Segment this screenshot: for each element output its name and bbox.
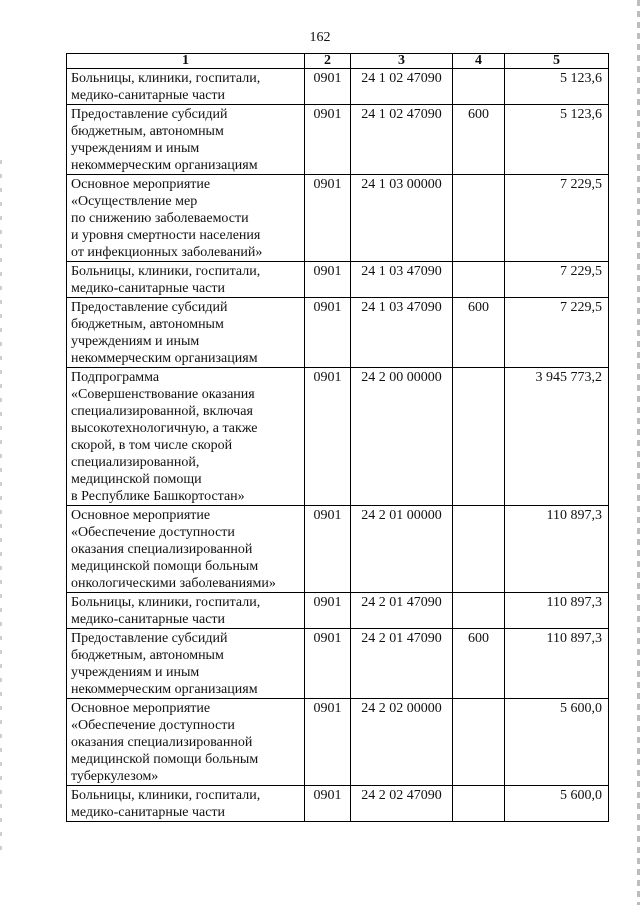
row-section: 0901 bbox=[305, 298, 351, 368]
page-number: 162 bbox=[309, 30, 331, 45]
table-row bbox=[67, 629, 609, 699]
row-section: 0901 bbox=[305, 262, 351, 298]
row-expense-type bbox=[453, 699, 505, 786]
header-col-4: 4 bbox=[453, 54, 505, 69]
row-section: 0901 bbox=[305, 699, 351, 786]
row-name: Больницы, клиники, госпитали, медико-санитарные части bbox=[67, 69, 305, 105]
row-code: 24 2 01 47090 bbox=[351, 593, 453, 629]
row-code: 24 2 01 47090 bbox=[351, 629, 453, 699]
row-section: 0901 bbox=[305, 175, 351, 262]
row-name: Предоставление субсидий бюджетным, автономным учреждениям и иным некоммерческим организациям bbox=[67, 105, 305, 175]
row-code: 24 1 02 47090 bbox=[351, 105, 453, 175]
row-expense-type bbox=[453, 69, 505, 105]
row-code: 24 2 02 47090 bbox=[351, 786, 453, 822]
row-amount: 5 123,6 bbox=[505, 105, 609, 175]
row-amount: 5 600,0 bbox=[505, 699, 609, 786]
row-amount: 110 897,3 bbox=[505, 593, 609, 629]
budget-table bbox=[66, 53, 609, 822]
row-expense-type: 600 bbox=[453, 298, 505, 368]
header-col-1: 1 bbox=[67, 54, 305, 69]
row-code: 24 1 03 47090 bbox=[351, 298, 453, 368]
table-row bbox=[67, 298, 609, 368]
table-row bbox=[67, 262, 609, 298]
row-section: 0901 bbox=[305, 629, 351, 699]
row-expense-type bbox=[453, 368, 505, 506]
scan-edge-left bbox=[0, 160, 2, 860]
row-amount: 7 229,5 bbox=[505, 298, 609, 368]
table-row bbox=[67, 368, 609, 506]
row-amount: 5 600,0 bbox=[505, 786, 609, 822]
row-expense-type bbox=[453, 175, 505, 262]
table-row bbox=[67, 105, 609, 175]
row-section: 0901 bbox=[305, 786, 351, 822]
row-name: Подпрограмма «Совершенствование оказания специализированной, включая высокотехнологичную, а также скорой, в том числе скорой специализированной, медицинской помощи в Республике Башкортостан» bbox=[67, 368, 305, 506]
row-code: 24 2 01 00000 bbox=[351, 506, 453, 593]
row-name: Основное мероприятие «Осуществление мер по снижению заболеваемости и уровня смертности населения от инфекционных заболеваний» bbox=[67, 175, 305, 262]
table-row bbox=[67, 506, 609, 593]
row-section: 0901 bbox=[305, 69, 351, 105]
row-amount: 7 229,5 bbox=[505, 175, 609, 262]
row-expense-type bbox=[453, 506, 505, 593]
row-expense-type bbox=[453, 786, 505, 822]
table-header-row bbox=[67, 54, 609, 69]
row-amount: 110 897,3 bbox=[505, 629, 609, 699]
header-col-5: 5 bbox=[505, 54, 609, 69]
row-amount: 110 897,3 bbox=[505, 506, 609, 593]
row-section: 0901 bbox=[305, 368, 351, 506]
row-name: Основное мероприятие «Обеспечение доступности оказания специализированной медицинской помощи больным онкологическими заболеваниями» bbox=[67, 506, 305, 593]
row-name: Больницы, клиники, госпитали, медико-санитарные части bbox=[67, 262, 305, 298]
row-code: 24 1 03 47090 bbox=[351, 262, 453, 298]
row-name: Больницы, клиники, госпитали, медико-санитарные части bbox=[67, 593, 305, 629]
row-expense-type bbox=[453, 262, 505, 298]
table-row bbox=[67, 699, 609, 786]
table-row bbox=[67, 786, 609, 822]
row-name: Предоставление субсидий бюджетным, автономным учреждениям и иным некоммерческим организациям bbox=[67, 298, 305, 368]
table-row bbox=[67, 593, 609, 629]
row-code: 24 1 02 47090 bbox=[351, 69, 453, 105]
row-code: 24 2 02 00000 bbox=[351, 699, 453, 786]
row-expense-type: 600 bbox=[453, 629, 505, 699]
row-code: 24 1 03 00000 bbox=[351, 175, 453, 262]
row-amount: 5 123,6 bbox=[505, 69, 609, 105]
header-col-2: 2 bbox=[305, 54, 351, 69]
row-amount: 3 945 773,2 bbox=[505, 368, 609, 506]
table-row bbox=[67, 175, 609, 262]
row-section: 0901 bbox=[305, 105, 351, 175]
row-code: 24 2 00 00000 bbox=[351, 368, 453, 506]
row-expense-type bbox=[453, 593, 505, 629]
row-section: 0901 bbox=[305, 593, 351, 629]
row-name: Основное мероприятие «Обеспечение доступности оказания специализированной медицинской помощи больным туберкулезом» bbox=[67, 699, 305, 786]
row-amount: 7 229,5 bbox=[505, 262, 609, 298]
table-row bbox=[67, 69, 609, 105]
row-name: Предоставление субсидий бюджетным, автономным учреждениям и иным некоммерческим организациям bbox=[67, 629, 305, 699]
header-col-3: 3 bbox=[351, 54, 453, 69]
row-section: 0901 bbox=[305, 506, 351, 593]
row-name: Больницы, клиники, госпитали, медико-санитарные части bbox=[67, 786, 305, 822]
row-expense-type: 600 bbox=[453, 105, 505, 175]
